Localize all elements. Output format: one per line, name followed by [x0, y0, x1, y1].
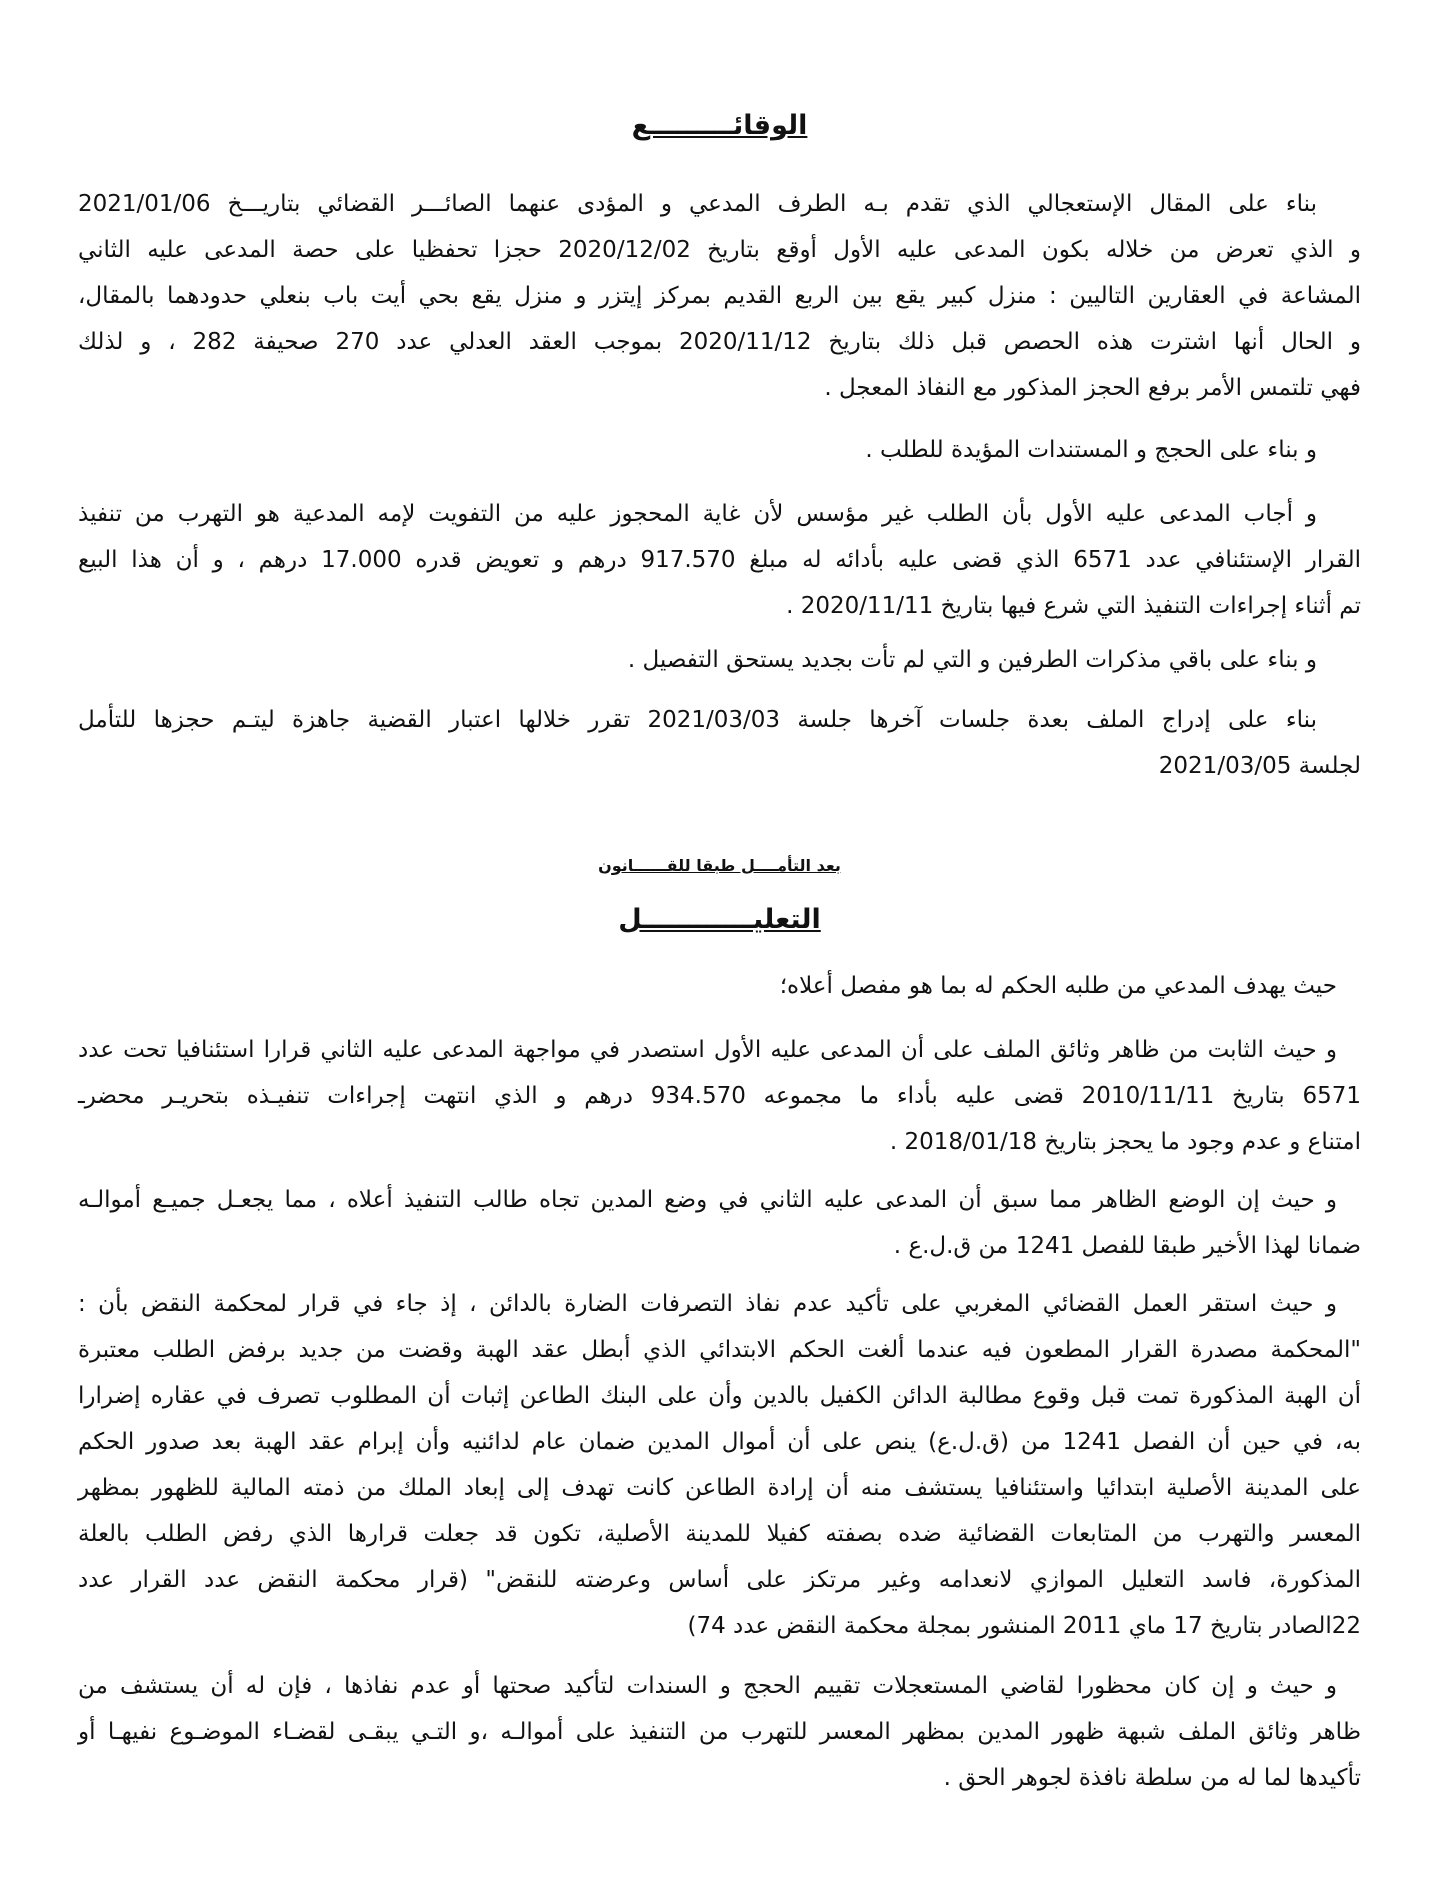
- text-line-content: و حيث الثابت من ظاهر وثائق الملف على أن المدعى عليه الأول استصدر في مواجهة المدعى عليه الثاني قرارا استئنافيا تحت عدد: [78, 1037, 1337, 1063]
- text-line-content: و بناء على باقي مذكرات الطرفين و التي لم تأت بجديد يستحق التفصيل .: [627, 647, 1317, 673]
- text-line-content: 6571 بتاريخ 2010/11/11 قضى عليه بأداء ما مجموعه 934.570 درهم و الذي انتهت إجراءات تنفيـذه بتحريـر محضرـ: [77, 1083, 1361, 1109]
- text-line: [78, 697, 1361, 743]
- text-line-content: بناء على إدراج الملف بعدة جلسات آخرها جلسة 2021/03/03 تقرر خلالها اعتبار القضية جاهزة ليتـم حجزها للتأمل: [78, 707, 1317, 733]
- text-line-content: و الحال أنها اشترت هذه الحصص قبل ذلك بتاريخ 2020/11/12 بموجب العقد العدلي عدد 270 صحيفة 282 ، و لذلك: [77, 329, 1361, 355]
- text-line-content: لجلسة 2021/03/05: [1158, 753, 1361, 779]
- text-line: [78, 1073, 1361, 1119]
- text-line-content: تم أثناء إجراءات التنفيذ التي شرع فيها بتاريخ 2020/11/11 .: [786, 593, 1361, 619]
- text-line: [78, 637, 1361, 683]
- reasoning-paragraph-urgent-judge: [78, 1663, 1361, 1801]
- text-line: [78, 1327, 1361, 1373]
- text-line: [78, 1419, 1361, 1465]
- text-line: [78, 1663, 1361, 1709]
- facts-paragraph-request: [78, 181, 1361, 411]
- text-line-content: و بناء على الحجج و المستندات المؤيدة للطلب .: [865, 437, 1317, 463]
- facts-paragraph-evidence: [78, 427, 1361, 473]
- facts-paragraph-response: [78, 491, 1361, 629]
- text-line-content: و حيث و إن كان محظورا لقاضي المستعجلات تقييم الحجج و السندات لتأكيد صحتها أو عدم نفاذها ، فإن له أن يستشف من: [78, 1673, 1337, 1699]
- text-line: [78, 1557, 1361, 1603]
- text-line: [78, 181, 1361, 227]
- text-line-content: و حيث إن الوضع الظاهر مما سبق أن المدعى عليه الثاني في وضع المدين تجاه طالب التنفيذ أعلاه ، مما يجعـل جميـع أموالـه: [78, 1187, 1337, 1213]
- text-line: [78, 1177, 1361, 1223]
- text-line: [78, 319, 1361, 365]
- text-line-content: "المحكمة مصدرة القرار المطعون فيه عندما ألغت الحكم الابتدائي الذي أبطل عقد الهبة وقضت من جديد برفض الطلب معتبرة: [78, 1337, 1361, 1363]
- text-line: [78, 365, 1361, 411]
- text-line-content: فهي تلتمس الأمر برفع الحجز المذكور مع النفاذ المعجل .: [824, 375, 1361, 401]
- text-line-content: المعسر والتهرب من المتابعات القضائية ضده بصفته كفيلا للمدينة الأصلية، تكون قد جعلت قرارها الذي رفض الطلب بالعلة: [78, 1521, 1361, 1547]
- text-line: [78, 1603, 1361, 1649]
- text-line: [78, 583, 1361, 629]
- text-line: [78, 273, 1361, 319]
- text-line: [78, 537, 1361, 583]
- text-line-content: و أجاب المدعى عليه الأول بأن الطلب غير مؤسس لأن غاية المحجوز عليه من التفويت لإمه المدعية هو التهرب من تنفيذ: [78, 501, 1317, 527]
- text-line: [78, 1755, 1361, 1801]
- text-line: [78, 963, 1361, 1009]
- reasoning-paragraph-jurisprudence: [78, 1281, 1361, 1649]
- text-line-content: و الذي تعرض من خلاله بكون المدعى عليه الأول أوقع بتاريخ 2020/12/02 حجزا تحفظيا على حصة المدعى عليه الثاني: [77, 237, 1361, 263]
- reasoning-paragraph-aim: [78, 963, 1361, 1009]
- text-line-content: ظاهر وثائق الملف شبهة ظهور المدين بمظهر المعسر للتهرب من التنفيذ على أموالـه ،و التـي يبقـى لقضـاء الموضـوع نفيهـا أو: [78, 1719, 1361, 1745]
- section-title-reasoning: التعليــــــــــــل: [618, 904, 821, 935]
- text-line: [78, 427, 1361, 473]
- text-line: [78, 227, 1361, 273]
- text-line: [78, 1465, 1361, 1511]
- text-line-content: تأكيدها لما له من سلطة نافذة لجوهر الحق .: [943, 1765, 1361, 1791]
- text-line-content: بناء على المقال الإستعجالي الذي تقدم بـه الطرف المدعي و المؤدى عنهما الصائـــر القضائي بتاريـــخ 2021/01/06: [78, 191, 1317, 217]
- text-line-content: به، في حين أن الفصل 1241 من (ق.ل.ع) ينص على أن أموال المدين ضمان عام لدائنيه وأن إبرام عقد الهبة بعد صدور الحكم: [78, 1429, 1361, 1455]
- text-line: [78, 491, 1361, 537]
- text-line-content: امتناع و عدم وجود ما يحجز بتاريخ 2018/01/18 .: [889, 1129, 1361, 1155]
- text-line: [78, 1373, 1361, 1419]
- text-line: [78, 1223, 1361, 1269]
- section-title-facts: الوقائـــــــــع: [631, 110, 808, 141]
- text-line: [78, 1511, 1361, 1557]
- text-line-content: حيث يهدف المدعي من طلبه الحكم له بما هو مفصل أعلاه؛: [779, 973, 1337, 999]
- text-line: [78, 1709, 1361, 1755]
- text-line-content: على المدينة الأصلية ابتدائيا واستئنافيا يستشف منه أن إرادة الطاعن كانت تهدف إلى إبعاد الملك من ذمته المالية للظهور بمظهر: [78, 1475, 1361, 1501]
- reasoning-preamble: بعد التأمــــل طبقا للقــــــانون: [598, 856, 841, 875]
- text-line-content: أن الهبة المذكورة تمت قبل وقوع مطالبة الدائن الكفيل بالدين وأن على البنك الطاعن إثبات أن المطلوب تصرف في عقاره إضرارا: [78, 1383, 1361, 1409]
- text-line-content: و حيث استقر العمل القضائي المغربي على تأكيد عدم نفاذ التصرفات الضارة بالدائن ، إذ جاء في قرار لمحكمة النقض بأن :: [78, 1291, 1337, 1317]
- reasoning-paragraph-established: [78, 1027, 1361, 1165]
- reasoning-paragraph-debtor: [78, 1177, 1361, 1269]
- text-line-content: المذكورة، فاسد التعليل الموازي لانعدامه وغير مرتكز على أساس وعرضته للنقض" (قرار محكمة النقض عدد القرار عدد: [78, 1567, 1361, 1593]
- facts-paragraph-memoranda: [78, 637, 1361, 683]
- text-line-content: المشاعة في العقارين التاليين : منزل كبير يقع بين الربع القديم بمركز إيتزر و منزل يقع بحي أيت باب بنعلي حدودهما بالمقال،: [78, 283, 1361, 309]
- text-line: [78, 1027, 1361, 1073]
- text-line: [78, 1281, 1361, 1327]
- text-line-content: القرار الإستئنافي عدد 6571 الذي قضى عليه بأدائه له مبلغ 917.570 درهم و تعويض قدره 17.000 درهم ، و أن هذا البيع: [77, 547, 1361, 573]
- facts-paragraph-hearing: [78, 697, 1361, 789]
- text-line-content: 22الصادر بتاريخ 17 ماي 2011 المنشور بمجلة محكمة النقض عدد 74): [687, 1613, 1361, 1639]
- text-line-content: ضمانا لهذا الأخير طبقا للفصل 1241 من ق.ل.ع .: [893, 1233, 1361, 1259]
- text-line: [78, 743, 1361, 789]
- text-line: [78, 1119, 1361, 1165]
